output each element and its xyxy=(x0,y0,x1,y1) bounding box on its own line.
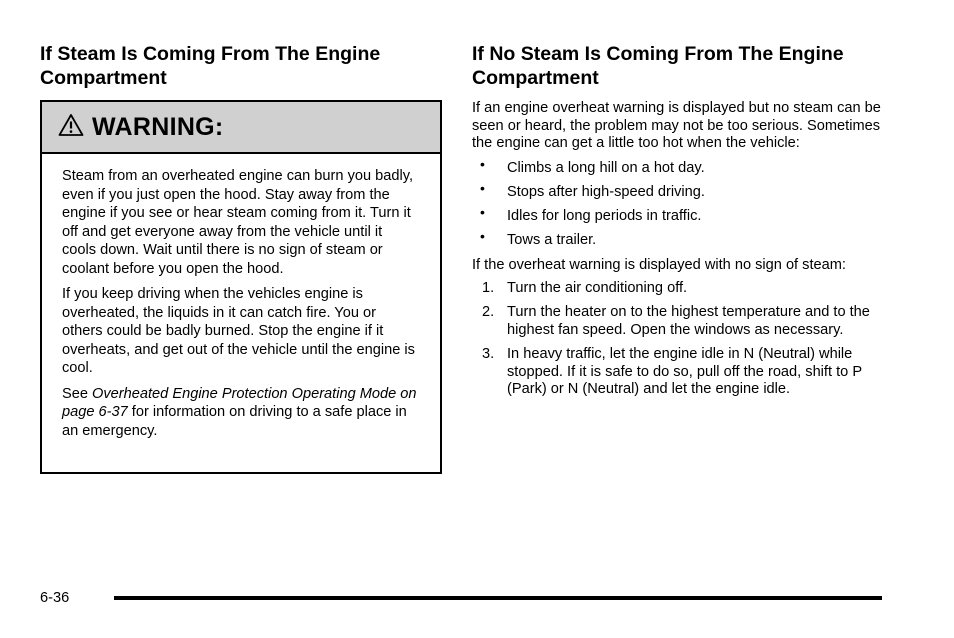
see-suffix: for information on driving to a safe place in an emergency. xyxy=(62,404,407,439)
warning-title: WARNING: xyxy=(92,112,224,141)
left-column xyxy=(40,42,442,90)
bullet-icon: • xyxy=(480,179,485,196)
warning-paragraph-1: Steam from an overheated engine can burn you badly, even if you just open the hood. Stay away from the engine if you see or hear steam coming from it. Turn it off and get everyone away from the vehicle until it cools down. Wait until there is no sign of steam or coolant before you open the hood. xyxy=(62,168,414,277)
right-intro-2: If the overheat warning is displayed with no sign of steam: xyxy=(472,256,846,273)
right-heading: If No Steam Is Coming From The Engine Compartment xyxy=(472,43,844,89)
step-item: 1. Turn the air conditioning off. xyxy=(482,280,688,297)
bullet-icon: • xyxy=(480,203,485,220)
right-column xyxy=(472,42,892,405)
list-item: • Climbs a long hill on a hot day. xyxy=(480,155,705,176)
cross-reference-link[interactable]: Overheated Engine Protection Operating Mode on page 6-37 xyxy=(62,385,417,420)
see-prefix: See xyxy=(62,385,93,402)
list-item: • Idles for long periods in traffic. xyxy=(480,203,702,224)
warning-header xyxy=(42,102,440,154)
footer-rule xyxy=(114,596,882,600)
warning-box xyxy=(40,100,442,474)
step-item: 3. In heavy traffic, let the engine idle in N (Neutral) while stopped. If it is safe to do so, pull off the road, shift to P (Park) or N (Neutral) and let the engine idle. xyxy=(482,345,862,398)
bullet-icon: • xyxy=(480,155,485,172)
warning-body xyxy=(42,154,440,440)
list-item: • Stops after high-speed driving. xyxy=(480,179,705,200)
list-item: • Tows a trailer. xyxy=(480,227,597,248)
warning-triangle-icon xyxy=(58,113,92,142)
left-heading: If Steam Is Coming From The Engine Compartment xyxy=(40,43,381,89)
page-number: 6-36 xyxy=(40,590,70,606)
warning-paragraph-3 xyxy=(62,385,420,441)
warning-paragraph-2: If you keep driving when the vehicles engine is overheated, the liquids in it can catch fire. You or others could be badly burned. Stop the engine if it overheats, and get out of the vehicle until the engine is cool. xyxy=(62,286,415,376)
step-item: 2. Turn the heater on to the highest temperature and to the highest fan speed. Open the windows as necessary. xyxy=(482,304,870,338)
steps-list xyxy=(472,280,892,399)
bullet-icon: • xyxy=(480,227,485,244)
conditions-list xyxy=(472,155,892,249)
right-intro: If an engine overheat warning is displayed but no steam can be seen or heard, the problem may not be too serious. Sometimes the engine can get a little too hot when the vehicle: xyxy=(472,100,881,152)
